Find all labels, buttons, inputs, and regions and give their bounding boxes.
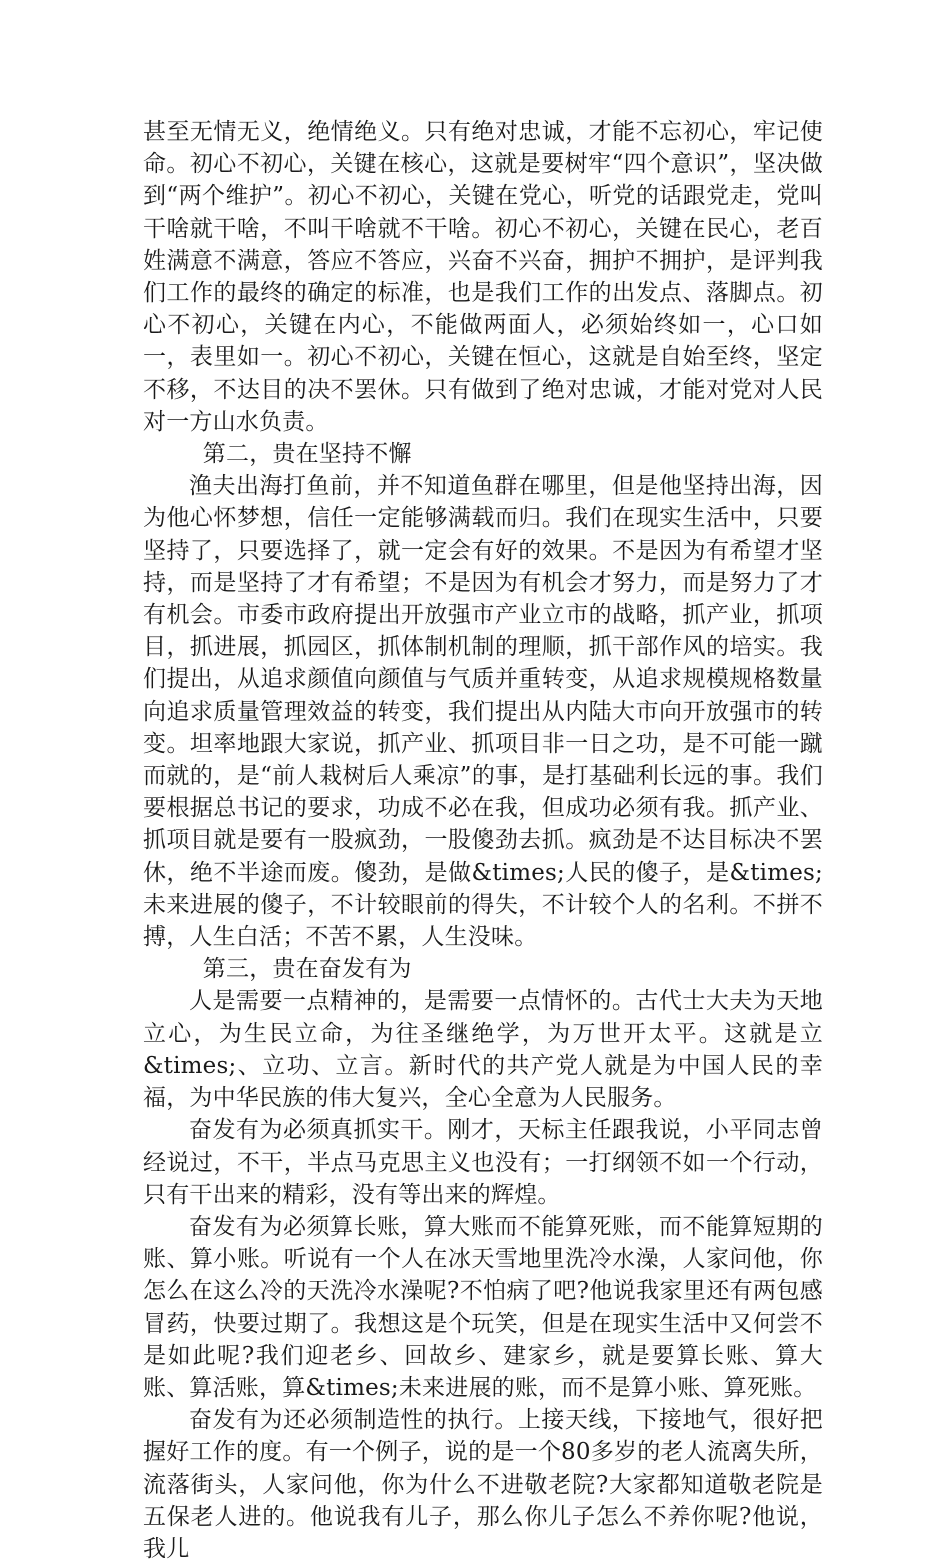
paragraph-spirit: 人是需要一点精神的，是需要一点情怀的。古代士大夫为天地立心，为生民立命，为往圣继绝学，为万世开太平。这就是立&times;、立功、立言。新时代的共产党人就是为中国人民的幸福，为中华民族的伟大复兴，全心全意为人民服务。: [143, 988, 823, 1112]
document-page: [143, 116, 823, 1565]
paragraph-loyalty: 甚至无情无义，绝情绝义。只有绝对忠诚，才能不忘初心，牢记使命。初心不初心，关键在核心，这就是要树牢“四个意识”，坚决做到“两个维护”。初心不初心，关键在党心，听党的话跟党走，党叫干啥就干啥，不叫干啥就不干啥。初心不初心，关键在民心，老百姓满意不满意，答应不答应，兴奋不兴奋，拥护不拥护，是评判我们工作的最终的确定的标准，也是我们工作的出发点、落脚点。初心不初心，关键在内心，不能做两面人，必须始终如一，心口如一，表里如一。初心不初心，关键在恒心，这就是自始至终，坚定不移，不达目的决不罢休。只有做到了绝对忠诚，才能对党对人民对一方山水负责。: [143, 119, 823, 435]
paragraph-long-term-accounting: 奋发有为必须算长账，算大账而不能算死账，而不能算短期的账、算小账。听说有一个人在冰天雪地里洗冷水澡，人家问他，你怎么在这么冷的天洗冷水澡呢?不怕病了吧?他说我家里还有两包感冒药，快要过期了。我想这是个玩笑，但是在现实生活中又何尝不是如此呢?我们迎老乡、回故乡、建家乡，就是要算长账、算大账、算活账，算&times;未来进展的账，而不是算小账、算死账。: [143, 1213, 823, 1401]
paragraph-fisherman: 渔夫出海打鱼前，并不知道鱼群在哪里，但是他坚持出海，因为他心怀梦想，信任一定能够满载而归。我们在现实生活中，只要坚持了，只要选择了，就一定会有好的效果。不是因为有希望才坚持，而是坚持了才有希望；不是因为有机会才努力，而是努力了才有机会。市委市政府提出开放强市产业立市的战略，抓产业，抓项目，抓进展，抓园区，抓体制机制的理顺，抓干部作风的培实。我们提出，从追求颜值向颜值与气质并重转变，从追求规模规格数量向追求质量管理效益的转变，我们提出从内陆大市向开放强市的转变。坦率地跟大家说，抓产业、抓项目非一日之功，是不可能一蹴而就的，是“前人栽树后人乘凉”的事，是打基础利长远的事。我们要根据总书记的要求，功成不必在我，但成功必须有我。抓产业、抓项目就是要有一股疯劲，一股傻劲去抓。疯劲是不达目标决不罢休，绝不半途而废。傻劲，是做&times;人民的傻子，是&times;未来进展的傻子，不计较眼前的得失，不计较个人的名利。不拼不搏，人生白活；不苦不累，人生没味。: [143, 473, 823, 951]
heading-third-striving: 第三，贵在奋发有为: [202, 956, 412, 983]
paragraph-hard-work: 奋发有为必须真抓实干。刚才，天标主任跟我说，小平同志曾经说过，不干，半点马克思主义也没有；一打纲领不如一个行动，只有干出来的精彩，没有等出来的辉煌。: [143, 1117, 823, 1208]
heading-second-persistence: 第二，贵在坚持不懈: [202, 441, 412, 468]
paragraph-creative-execution: 奋发有为还必须制造性的执行。上接天线，下接地气，很好把握好工作的度。有一个例子，说的是一个80多岁的老人流离失所，流落街头，人家问他，你为什么不进敬老院?大家都知道敬老院是五保老人进的。他说我有儿子，那么你儿子怎么不养你呢?他说，我儿: [143, 1407, 823, 1562]
